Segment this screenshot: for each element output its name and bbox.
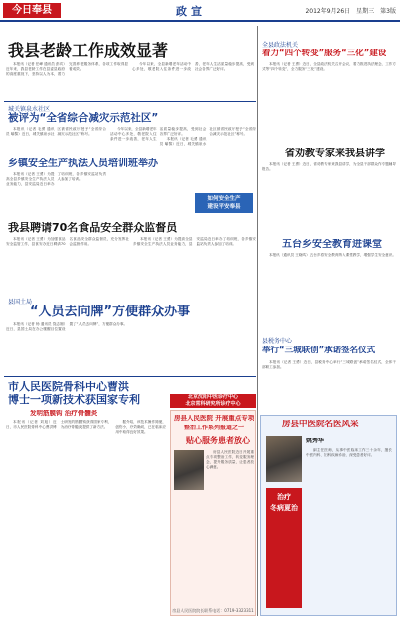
profile-body: 副主任医师，从事中医临床工作三十余年，擅长中医内科、妇科疾病诊治，深受患者好评。 [306, 448, 392, 457]
ad-footer: 房县人民医院院长联系电话：0719-3323311 [172, 608, 254, 613]
column-divider [257, 26, 258, 616]
article-headline: 乡镇安全生产执法人员培训班举办 [8, 158, 158, 169]
article-body: 本报讯（通讯员 王晓鸣）五台乡将安全教育纳入课堂教学，增强学生安全意识。 [269, 253, 396, 257]
safety-slogan-box: 如何安全生产 建设平安奉县 [195, 193, 253, 213]
article-body: 本报讯（记者 王勇）近日，全县政法机关召开会议，着力推进执法理念、工作方式等“四个转变”，全力服务“三化”建设。 [262, 62, 396, 71]
article-headline: 被评为“全省综合减灾示范社区” [8, 112, 159, 124]
masthead [0, 0, 400, 22]
newspaper-logo: 今日奉县 [3, 3, 61, 18]
divider [4, 101, 256, 102]
divider [4, 376, 256, 377]
article-kicker: 城关镇泉水社区 [8, 106, 51, 113]
article-body: 本报讯（记者 王勇）为加强食品安全监管工作，县食安办近日聘请70名食品安全群众监督员，充分发挥社会监督作用。 本报讯（记者 王勇）为提高全县乡镇安全生产执法人员业务能力，县安监局近日举办了培训班，各乡镇安监站负责人参加了培训。 [6, 237, 256, 246]
section-title: 政宣 [176, 5, 206, 18]
lead-body: 本报讯（记者 任峰 通讯员 彭宾）近年来，我县老龄工作在县委县政府的高度重视下，坚持以人为本，着力完善养老服务体系，各项工作取得显著成效。 今年以来，全县新增老年活动中心多处，敬老院入住条件进一步改善，老年人生活质量稳步提高，受到社会各界广泛好评。 [6, 62, 254, 76]
ad-body: 房县人民医院近日开展重点专项整治工作，转变服务理念，提升服务质量，让患者放心满意。 [206, 450, 254, 469]
ad-header-line2: 整治工作系列报道之一 [184, 425, 245, 431]
article-headline-line2: 博士一项新技术获国家专利 [8, 394, 140, 406]
article-headline: 举行“三城联创”承诺签名仪式 [262, 346, 376, 355]
center-ad-banner: 北京沈阳中医诊疗中心 北京常科研究所诊疗中心 [170, 394, 256, 408]
article-body: 本报讯（记者 刘旭）近日，市人民医院骨科中心曹洪博士研发的筋膜钩获得国家专利，为治疗骨髓炎提供了新方法。 据介绍，该技术操作简便，创伤小，疗效确切，已在临床应用中取得良好效果。 [6, 420, 166, 434]
issue-date: 2012年9月26日 星期三 第3版 [305, 8, 396, 15]
article-kicker: 县税务中心 [262, 338, 293, 345]
article-headline: 省劝教专家来我县讲学 [285, 148, 385, 159]
article-body: 本报讯（记者 王勇）近日，省劝教专家来我县讲学，为全县干部群众作专题辅导报告。 [262, 162, 396, 171]
article-body: 本报讯（记者 王勇）近日，县税务中心举行“三城联创”承诺签名仪式，全体干部职工参加。 [262, 360, 396, 369]
article-subtitle: 发明筋膜钩 治疗骨髓炎 [30, 410, 98, 417]
doctor-name: 姚秀华 [306, 438, 325, 444]
ad-photo [174, 450, 204, 490]
lead-headline: 我县老龄工作成效显著 [8, 42, 169, 60]
article-body: 本报讯（记者 王勇）为提高全县乡镇安全生产执法人员业务能力，县安监局近日举办了培训班，各乡镇安监站负责人参加了培训。 [6, 172, 106, 186]
article-kicker: 全县政法机关 [262, 42, 299, 49]
article-headline: 着力“四个转变”服务“三化”建设 [262, 49, 387, 58]
article-headline: 市人民医院骨科中心曹洪 [8, 381, 129, 393]
article-body: 本报讯（记者 杨 通讯员 饶志刚）近日，县国土局在办公楼醒目位置设置了“人员去向牌”，方便群众办事。 [6, 322, 128, 331]
article-headline: 五台乡安全教育进课堂 [282, 239, 382, 250]
article-headline: “人员去向牌”方便群众办事 [30, 305, 191, 319]
article-headline: 我县聘请70名食品安全群众监督员 [8, 222, 178, 234]
ad-title: 贴心服务患者放心 [186, 436, 250, 445]
ad-header: 房县人民医院 开展重点专项 [174, 415, 255, 422]
profile-title: 房县中医院名医风采 [282, 420, 359, 429]
vertical-banner: 治疗 冬病夏治 [266, 488, 302, 608]
article-kicker: 县国土局 [8, 299, 33, 306]
article-body: 本报讯（记者 毛勇 通讯员 喻黎）近日，城关镇泉水社区被省民政厅授予“全省综合减灾示范社区”称号。 [6, 127, 106, 136]
doctor-photo [266, 436, 302, 482]
article-body: 今年以来，全县新增老年活动中心多处，敬老院入住条件进一步改善，老年人生活质量稳步提高，受到社会各界广泛好评。 本报讯（记者 毛勇 通讯员 喻黎）近日，城关镇泉水社区被省民政厅授予“全省综合减灾示范社区”称号。 [110, 127, 256, 146]
